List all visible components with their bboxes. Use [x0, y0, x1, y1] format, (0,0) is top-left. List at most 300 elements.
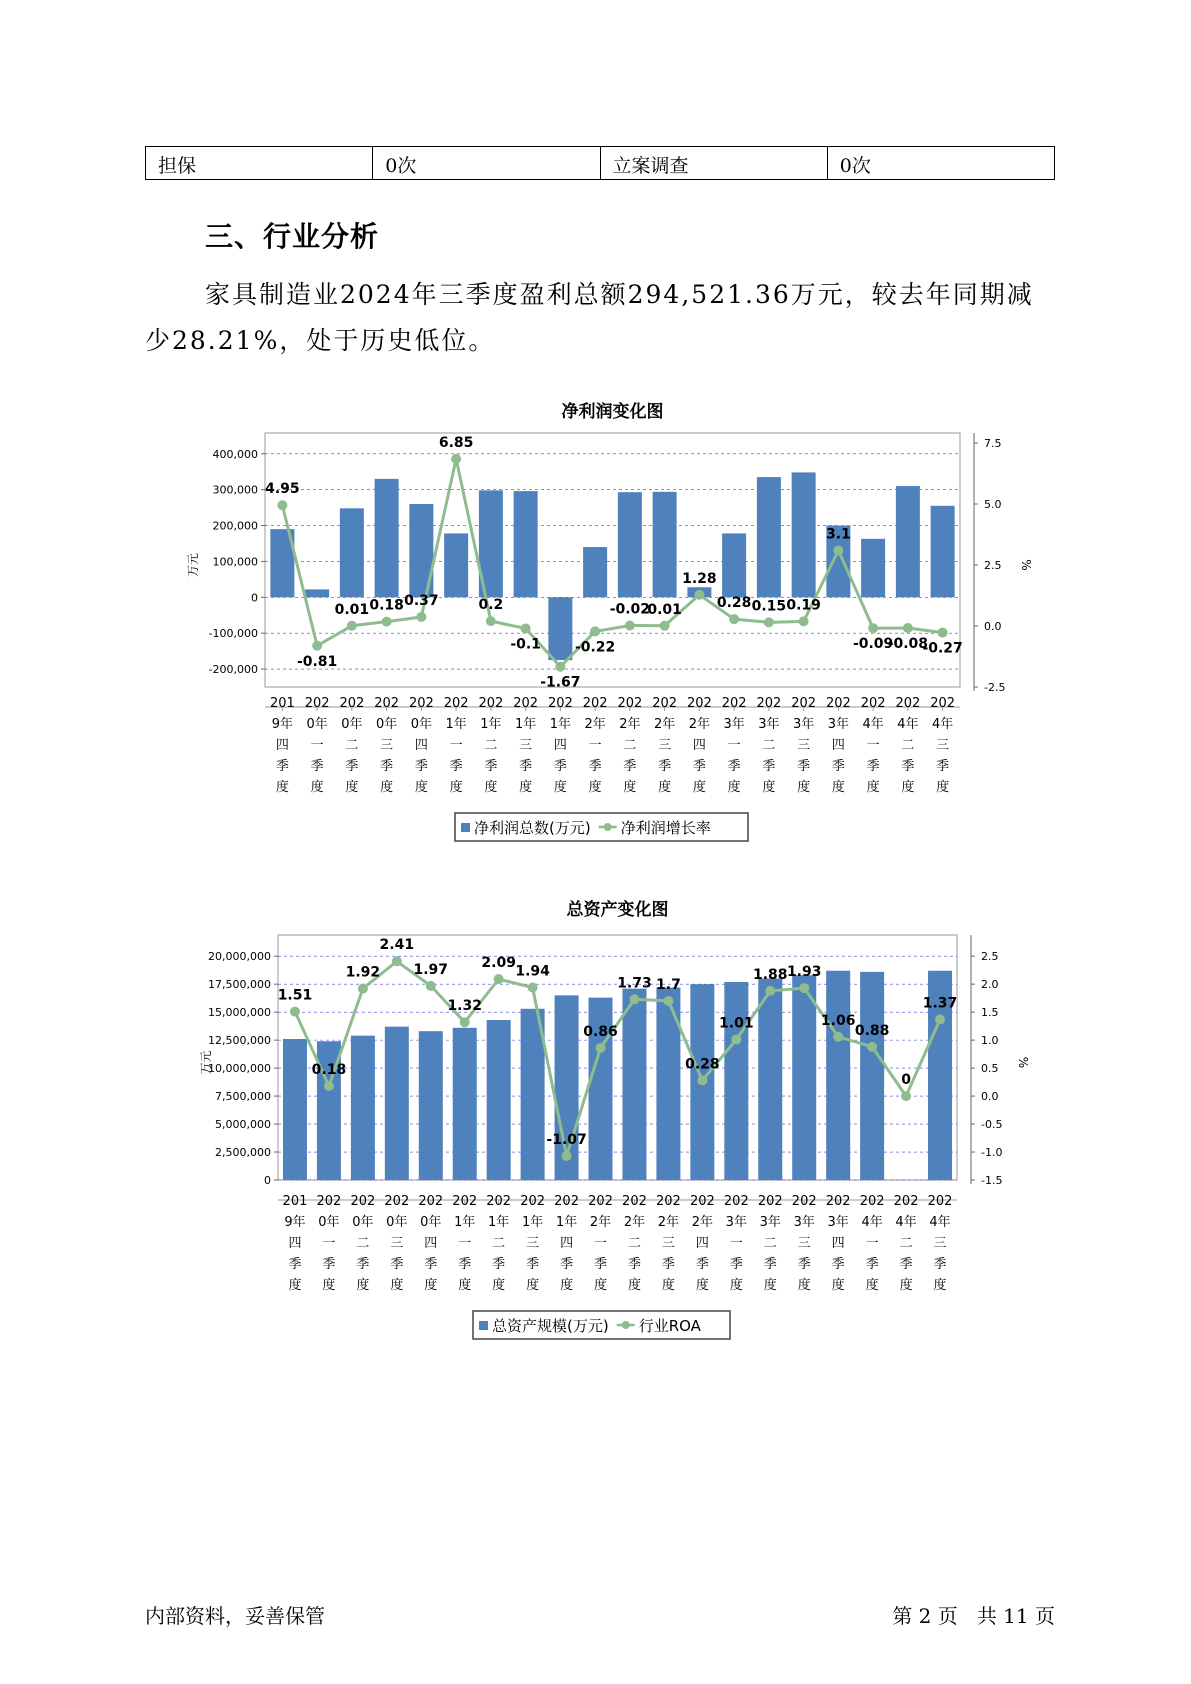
x-tick-label: 度 — [449, 780, 463, 795]
net-profit-chart-svg — [0, 385, 1191, 855]
data-label: -0.02 — [609, 601, 651, 618]
x-tick-label: 三 — [661, 1236, 675, 1251]
line-point — [347, 621, 357, 631]
line-point — [731, 1035, 741, 1045]
data-label: 1.73 — [617, 975, 652, 992]
x-tick-label: 二 — [484, 738, 498, 753]
x-tick-label: 季 — [519, 759, 533, 774]
line-point — [451, 454, 461, 464]
x-tick-label: 三 — [658, 738, 672, 753]
x-tick-label: 度 — [692, 780, 706, 795]
data-label: 1.06 — [820, 1012, 856, 1029]
y2-tick-label: -2.5 — [984, 681, 1006, 694]
x-tick-label: 一 — [729, 1236, 743, 1251]
x-tick-label: 4年 — [862, 717, 884, 732]
x-tick-label: 度 — [695, 1278, 709, 1293]
x-tick-label: 四 — [424, 1236, 438, 1251]
x-tick-label: 202 — [686, 696, 712, 711]
x-tick-label: 202 — [408, 696, 434, 711]
x-tick-label: 202 — [825, 696, 851, 711]
bar — [861, 539, 885, 597]
x-tick-label: 202 — [547, 696, 573, 711]
line-point — [729, 614, 739, 624]
x-tick-label: 1年 — [445, 717, 467, 732]
x-tick-label: 度 — [727, 780, 741, 795]
x-tick-label: 202 — [721, 696, 747, 711]
legend-bar-swatch — [479, 1321, 488, 1330]
x-tick-label: 季 — [414, 759, 428, 774]
data-label: 2.41 — [379, 937, 415, 954]
y-tick-label: 17,500,000 — [208, 978, 271, 992]
x-tick-label: 202 — [895, 696, 921, 711]
x-tick-label: 季 — [390, 1257, 404, 1272]
x-tick-label: 9年 — [284, 1215, 306, 1230]
bar — [622, 989, 646, 1180]
total-assets-chart-svg — [0, 883, 1191, 1353]
bar — [757, 477, 781, 597]
x-tick-label: 季 — [729, 1257, 743, 1272]
x-tick-label: 度 — [797, 780, 811, 795]
line-point — [694, 590, 704, 600]
x-tick-label: 季 — [936, 759, 950, 774]
chart-title: 净利润变化图 — [561, 402, 664, 422]
x-tick-label: 202 — [374, 696, 400, 711]
x-tick-label: 202 — [656, 1194, 681, 1209]
table-row — [146, 147, 1055, 180]
y-tick-label: 0 — [264, 1174, 271, 1187]
data-label: 0.28 — [685, 1056, 720, 1073]
bar — [860, 972, 884, 1180]
data-label: 0.19 — [786, 597, 821, 614]
line-point — [590, 626, 600, 636]
bar — [792, 472, 816, 597]
x-tick-label: 202 — [486, 1194, 512, 1209]
y2-axis-label: % — [1016, 1056, 1030, 1069]
y2-tick-label: 0.5 — [981, 1062, 999, 1076]
data-label: 1.88 — [753, 966, 788, 983]
x-tick-label: 0年 — [306, 717, 328, 732]
x-tick-label: 201 — [269, 696, 295, 711]
y2-tick-label: 1.5 — [981, 1006, 999, 1020]
x-tick-label: 度 — [661, 1278, 675, 1293]
x-tick-label: 2年 — [584, 717, 606, 732]
x-tick-label: 四 — [695, 1236, 709, 1251]
x-tick-label: 度 — [380, 780, 394, 795]
bar — [758, 979, 782, 1180]
x-tick-label: 3年 — [758, 717, 780, 732]
bar — [826, 971, 850, 1180]
line-point — [660, 621, 670, 631]
line-point — [358, 984, 368, 994]
x-tick-label: 度 — [623, 780, 637, 795]
x-tick-label: 度 — [594, 1278, 608, 1293]
x-tick-label: 二 — [356, 1236, 370, 1251]
x-tick-label: 度 — [275, 780, 289, 795]
data-label: 1.01 — [719, 1015, 754, 1032]
x-tick-label: 202 — [756, 696, 782, 711]
bar — [340, 508, 364, 597]
bar — [487, 1020, 511, 1180]
x-tick-label: 度 — [492, 1278, 506, 1293]
x-tick-label: 四 — [831, 738, 845, 753]
data-label: 0.18 — [311, 1062, 347, 1078]
x-tick-label: 四 — [288, 1236, 302, 1251]
x-tick-label: 二 — [492, 1236, 506, 1251]
x-tick-label: 二 — [899, 1236, 913, 1251]
x-tick-label: 度 — [526, 1278, 540, 1293]
x-tick-label: 4年 — [897, 717, 919, 732]
x-tick-label: 2年 — [688, 717, 711, 732]
x-tick-label: 度 — [933, 1278, 947, 1293]
data-label: 1.97 — [413, 961, 449, 978]
x-tick-label: 度 — [560, 1278, 574, 1293]
x-tick-label: 2年 — [691, 1215, 714, 1230]
legend-line-label: 行业ROA — [638, 1317, 701, 1335]
x-tick-label: 1年 — [549, 717, 572, 732]
x-tick-label: 1年 — [454, 1215, 476, 1230]
line-point — [562, 1151, 572, 1161]
y-tick-label: 12,500,000 — [208, 1034, 271, 1048]
x-tick-label: 度 — [588, 780, 602, 795]
x-tick-label: 度 — [627, 1278, 641, 1293]
x-tick-label: 季 — [560, 1257, 574, 1272]
x-tick-label: 202 — [757, 1194, 783, 1209]
x-tick-label: 四 — [275, 738, 289, 753]
data-label: -0.81 — [296, 653, 338, 670]
data-label: -0.08 — [887, 635, 929, 652]
line-point — [629, 994, 639, 1004]
x-tick-label: 季 — [627, 1257, 641, 1272]
x-tick-label: 季 — [553, 759, 567, 774]
line-point — [765, 986, 775, 996]
data-label: 0.01 — [647, 601, 682, 618]
x-tick-label: 0年 — [410, 717, 433, 732]
line-point — [903, 623, 913, 633]
data-label: 4.95 — [265, 481, 300, 498]
x-tick-label: 202 — [513, 696, 539, 711]
x-tick-label: 四 — [692, 738, 706, 753]
line-point — [460, 1017, 470, 1027]
x-tick-label: 季 — [345, 759, 359, 774]
data-label: 1.93 — [786, 964, 822, 981]
x-tick-label: 度 — [390, 1278, 404, 1293]
line-point — [528, 983, 538, 993]
y2-tick-label: 1.0 — [981, 1034, 999, 1048]
y2-tick-label: 2.5 — [981, 950, 999, 964]
info-table — [145, 146, 1055, 180]
data-label: 0 — [901, 1072, 911, 1089]
x-tick-label: 季 — [310, 759, 324, 774]
line-point — [833, 1032, 843, 1042]
x-tick-label: 202 — [622, 1194, 647, 1209]
legend-bar-swatch — [461, 823, 470, 832]
x-tick-label: 202 — [723, 1194, 749, 1209]
bar — [375, 479, 399, 597]
x-tick-label: 202 — [588, 1194, 613, 1209]
x-tick-label: 度 — [424, 1278, 438, 1293]
x-tick-label: 3年 — [725, 1215, 747, 1230]
data-label: 0.86 — [583, 1023, 618, 1040]
x-tick-label: 0年 — [341, 717, 363, 732]
analysis-paragraph: 家具制造业2024年三季度盈利总额294,521.36万元，较去年同期减少28.21%，处于历史低位。 — [145, 280, 1034, 355]
x-tick-label: 季 — [763, 1257, 777, 1272]
x-tick-label: 三 — [936, 738, 950, 753]
x-tick-label: 季 — [380, 759, 394, 774]
line-point — [312, 641, 322, 651]
x-tick-label: 度 — [322, 1278, 336, 1293]
x-tick-label: 1年 — [480, 717, 502, 732]
chart-title: 总资产变化图 — [566, 900, 669, 920]
x-tick-label: 度 — [414, 780, 428, 795]
y2-tick-label: -1.0 — [981, 1146, 1003, 1160]
x-tick-label: 202 — [652, 696, 678, 711]
x-tick-label: 季 — [865, 1257, 879, 1272]
x-tick-label: 季 — [692, 759, 706, 774]
x-tick-label: 3年 — [793, 1215, 815, 1230]
x-tick-label: 四 — [831, 1236, 845, 1251]
x-tick-label: 季 — [623, 759, 637, 774]
x-tick-label: 一 — [310, 738, 324, 753]
y2-tick-label: 2.5 — [984, 559, 1002, 572]
x-tick-label: 度 — [519, 780, 533, 795]
y2-tick-label: -0.5 — [981, 1118, 1003, 1132]
data-label: 0.37 — [404, 592, 439, 609]
x-tick-label: 202 — [478, 696, 504, 711]
bar — [656, 988, 680, 1180]
x-tick-label: 1年 — [521, 1215, 544, 1230]
y2-tick-label: 7.5 — [984, 437, 1002, 450]
x-tick-label: 度 — [762, 780, 776, 795]
x-tick-label: 度 — [763, 1278, 777, 1293]
line-point — [382, 617, 392, 627]
x-tick-label: 202 — [825, 1194, 851, 1209]
line-point — [935, 1014, 945, 1024]
y-tick-label: 7,500,000 — [215, 1090, 271, 1104]
x-tick-label: 3年 — [827, 1215, 849, 1230]
line-point — [555, 662, 565, 672]
x-tick-label: 度 — [831, 1278, 845, 1293]
x-tick-label: 202 — [384, 1194, 410, 1209]
x-tick-label: 2年 — [653, 717, 676, 732]
data-label: -1.07 — [546, 1131, 587, 1148]
data-label: -0.09 — [852, 636, 894, 653]
x-tick-label: 三 — [519, 738, 533, 753]
data-label: -1.67 — [540, 674, 581, 691]
line-point — [901, 1091, 911, 1101]
x-tick-label: 度 — [797, 1278, 811, 1293]
y2-tick-label: -1.5 — [981, 1174, 1003, 1187]
y-tick-label: 5,000,000 — [215, 1118, 271, 1132]
x-tick-label: 一 — [458, 1236, 472, 1251]
x-tick-label: 4年 — [895, 1215, 917, 1230]
bar — [931, 506, 955, 598]
data-label: 1.7 — [656, 976, 681, 993]
x-tick-label: 季 — [831, 759, 845, 774]
x-tick-label: 二 — [627, 1236, 641, 1251]
line-point — [663, 996, 673, 1006]
x-tick-label: 202 — [350, 1194, 376, 1209]
legend-bar-label: 总资产规模(万元) — [492, 1317, 609, 1335]
x-tick-label: 3年 — [792, 717, 815, 732]
x-tick-label: 202 — [689, 1194, 715, 1209]
y2-tick-label: 0.0 — [981, 1090, 999, 1104]
y-tick-label: 20,000,000 — [208, 950, 271, 964]
x-tick-label: 季 — [526, 1257, 540, 1272]
x-tick-label: 季 — [492, 1257, 506, 1272]
x-tick-label: 202 — [791, 696, 817, 711]
x-tick-label: 三 — [526, 1236, 540, 1251]
total-assets-chart — [0, 883, 1191, 1357]
x-tick-label: 4年 — [931, 717, 954, 732]
x-tick-label: 季 — [727, 759, 741, 774]
bar — [385, 1027, 409, 1180]
bar — [305, 589, 329, 597]
x-tick-label: 202 — [930, 696, 956, 711]
bar — [444, 533, 468, 597]
x-tick-label: 度 — [356, 1278, 370, 1293]
y-tick-label: 200,000 — [212, 519, 258, 533]
x-tick-label: 202 — [316, 1194, 342, 1209]
x-tick-label: 一 — [588, 738, 602, 753]
x-tick-label: 季 — [288, 1257, 302, 1272]
x-tick-label: 202 — [859, 1194, 885, 1209]
x-tick-label: 季 — [658, 759, 672, 774]
x-tick-label: 0年 — [386, 1215, 408, 1230]
legend-line-marker — [622, 1321, 630, 1329]
line-point — [494, 974, 504, 984]
y-tick-label: 300,000 — [212, 483, 258, 497]
x-tick-label: 二 — [345, 738, 359, 753]
x-tick-label: 度 — [553, 780, 567, 795]
line-point — [416, 612, 426, 622]
x-tick-label: 度 — [484, 780, 498, 795]
line-point — [392, 956, 402, 966]
data-label: -0.1 — [510, 636, 541, 653]
x-tick-label: 季 — [588, 759, 602, 774]
x-tick-label: 201 — [282, 1194, 308, 1209]
x-tick-label: 3年 — [827, 717, 850, 732]
x-tick-label: 202 — [304, 696, 330, 711]
data-label: 1.51 — [277, 987, 313, 1004]
y-tick-label: -200,000 — [208, 663, 258, 677]
x-tick-label: 季 — [762, 759, 776, 774]
line-point — [426, 981, 436, 991]
x-tick-label: 季 — [899, 1257, 913, 1272]
x-tick-label: 度 — [866, 780, 880, 795]
x-tick-label: 一 — [865, 1236, 879, 1251]
bar — [514, 491, 538, 597]
line-point — [833, 545, 843, 555]
bar — [351, 1036, 375, 1180]
x-tick-label: 度 — [458, 1278, 472, 1293]
y-axis-label: 万元 — [199, 1050, 213, 1075]
y2-axis-label: % — [1019, 559, 1033, 571]
x-tick-label: 0年 — [352, 1215, 374, 1230]
x-tick-label: 度 — [865, 1278, 879, 1293]
x-tick-label: 0年 — [375, 717, 398, 732]
x-tick-label: 季 — [356, 1257, 370, 1272]
footer-left: 内部资料，妥善保管 — [145, 1604, 325, 1628]
line-point — [799, 983, 809, 993]
y-tick-label: -100,000 — [208, 627, 258, 641]
x-tick-label: 一 — [322, 1236, 336, 1251]
line-point — [697, 1075, 707, 1085]
x-tick-label: 季 — [594, 1257, 608, 1272]
data-label: 2.09 — [481, 955, 516, 972]
x-tick-label: 4年 — [861, 1215, 883, 1230]
x-tick-label: 季 — [797, 1257, 811, 1272]
data-label: 6.85 — [438, 434, 474, 451]
line-point — [596, 1043, 606, 1053]
line-point — [290, 1007, 300, 1017]
line-point — [868, 623, 878, 633]
bar — [453, 1028, 477, 1180]
x-tick-label: 季 — [275, 759, 289, 774]
x-tick-label: 202 — [339, 696, 365, 711]
x-tick-label: 202 — [520, 1194, 546, 1209]
x-tick-label: 一 — [727, 738, 741, 753]
x-tick-label: 202 — [418, 1194, 444, 1209]
x-tick-label: 度 — [345, 780, 359, 795]
line-point — [324, 1081, 334, 1091]
y-tick-label: 15,000,000 — [208, 1006, 271, 1020]
x-tick-label: 三 — [933, 1236, 947, 1251]
data-label: 3.1 — [825, 526, 851, 543]
bar — [618, 492, 642, 597]
y-axis-label: 万元 — [186, 552, 200, 578]
x-tick-label: 度 — [658, 780, 672, 795]
x-tick-label: 三 — [380, 738, 394, 753]
x-tick-label: 季 — [322, 1257, 336, 1272]
line-point — [521, 623, 531, 633]
footer-page-number: 第 2 页 共 11 页 — [892, 1604, 1055, 1628]
data-label: 1.94 — [515, 963, 550, 980]
x-tick-label: 季 — [901, 759, 915, 774]
data-label: 0.15 — [751, 598, 787, 615]
x-tick-label: 度 — [288, 1278, 302, 1293]
line-point — [867, 1042, 877, 1052]
y-tick-label: 10,000,000 — [208, 1062, 271, 1076]
x-tick-label: 四 — [414, 738, 428, 753]
data-label: -0.27 — [922, 640, 963, 657]
y2-tick-label: 0.0 — [984, 620, 1002, 633]
net-profit-chart — [0, 385, 1191, 859]
line-point — [486, 616, 496, 626]
x-tick-label: 度 — [729, 1278, 743, 1293]
y-tick-label: 2,500,000 — [215, 1146, 271, 1160]
section-heading: 三、行业分析 — [205, 220, 380, 253]
x-tick-label: 一 — [866, 738, 880, 753]
data-label: 0.28 — [716, 595, 752, 612]
x-tick-label: 季 — [458, 1257, 472, 1272]
bar — [792, 975, 816, 1180]
y2-tick-label: 2.0 — [981, 978, 999, 992]
x-tick-label: 二 — [901, 738, 915, 753]
legend-bar-label: 净利润总数(万元) — [474, 819, 591, 837]
x-tick-label: 三 — [797, 1236, 811, 1251]
x-tick-label: 二 — [762, 738, 776, 753]
x-tick-label: 度 — [831, 780, 845, 795]
x-tick-label: 一 — [594, 1236, 608, 1251]
x-tick-label: 2年 — [623, 1215, 646, 1230]
x-tick-label: 9年 — [271, 717, 294, 732]
data-label: 0.01 — [334, 601, 370, 618]
x-tick-label: 202 — [860, 696, 886, 711]
x-tick-label: 202 — [617, 696, 643, 711]
bar — [419, 1031, 443, 1180]
data-label: 1.92 — [345, 964, 381, 981]
x-tick-label: 二 — [763, 1236, 777, 1251]
